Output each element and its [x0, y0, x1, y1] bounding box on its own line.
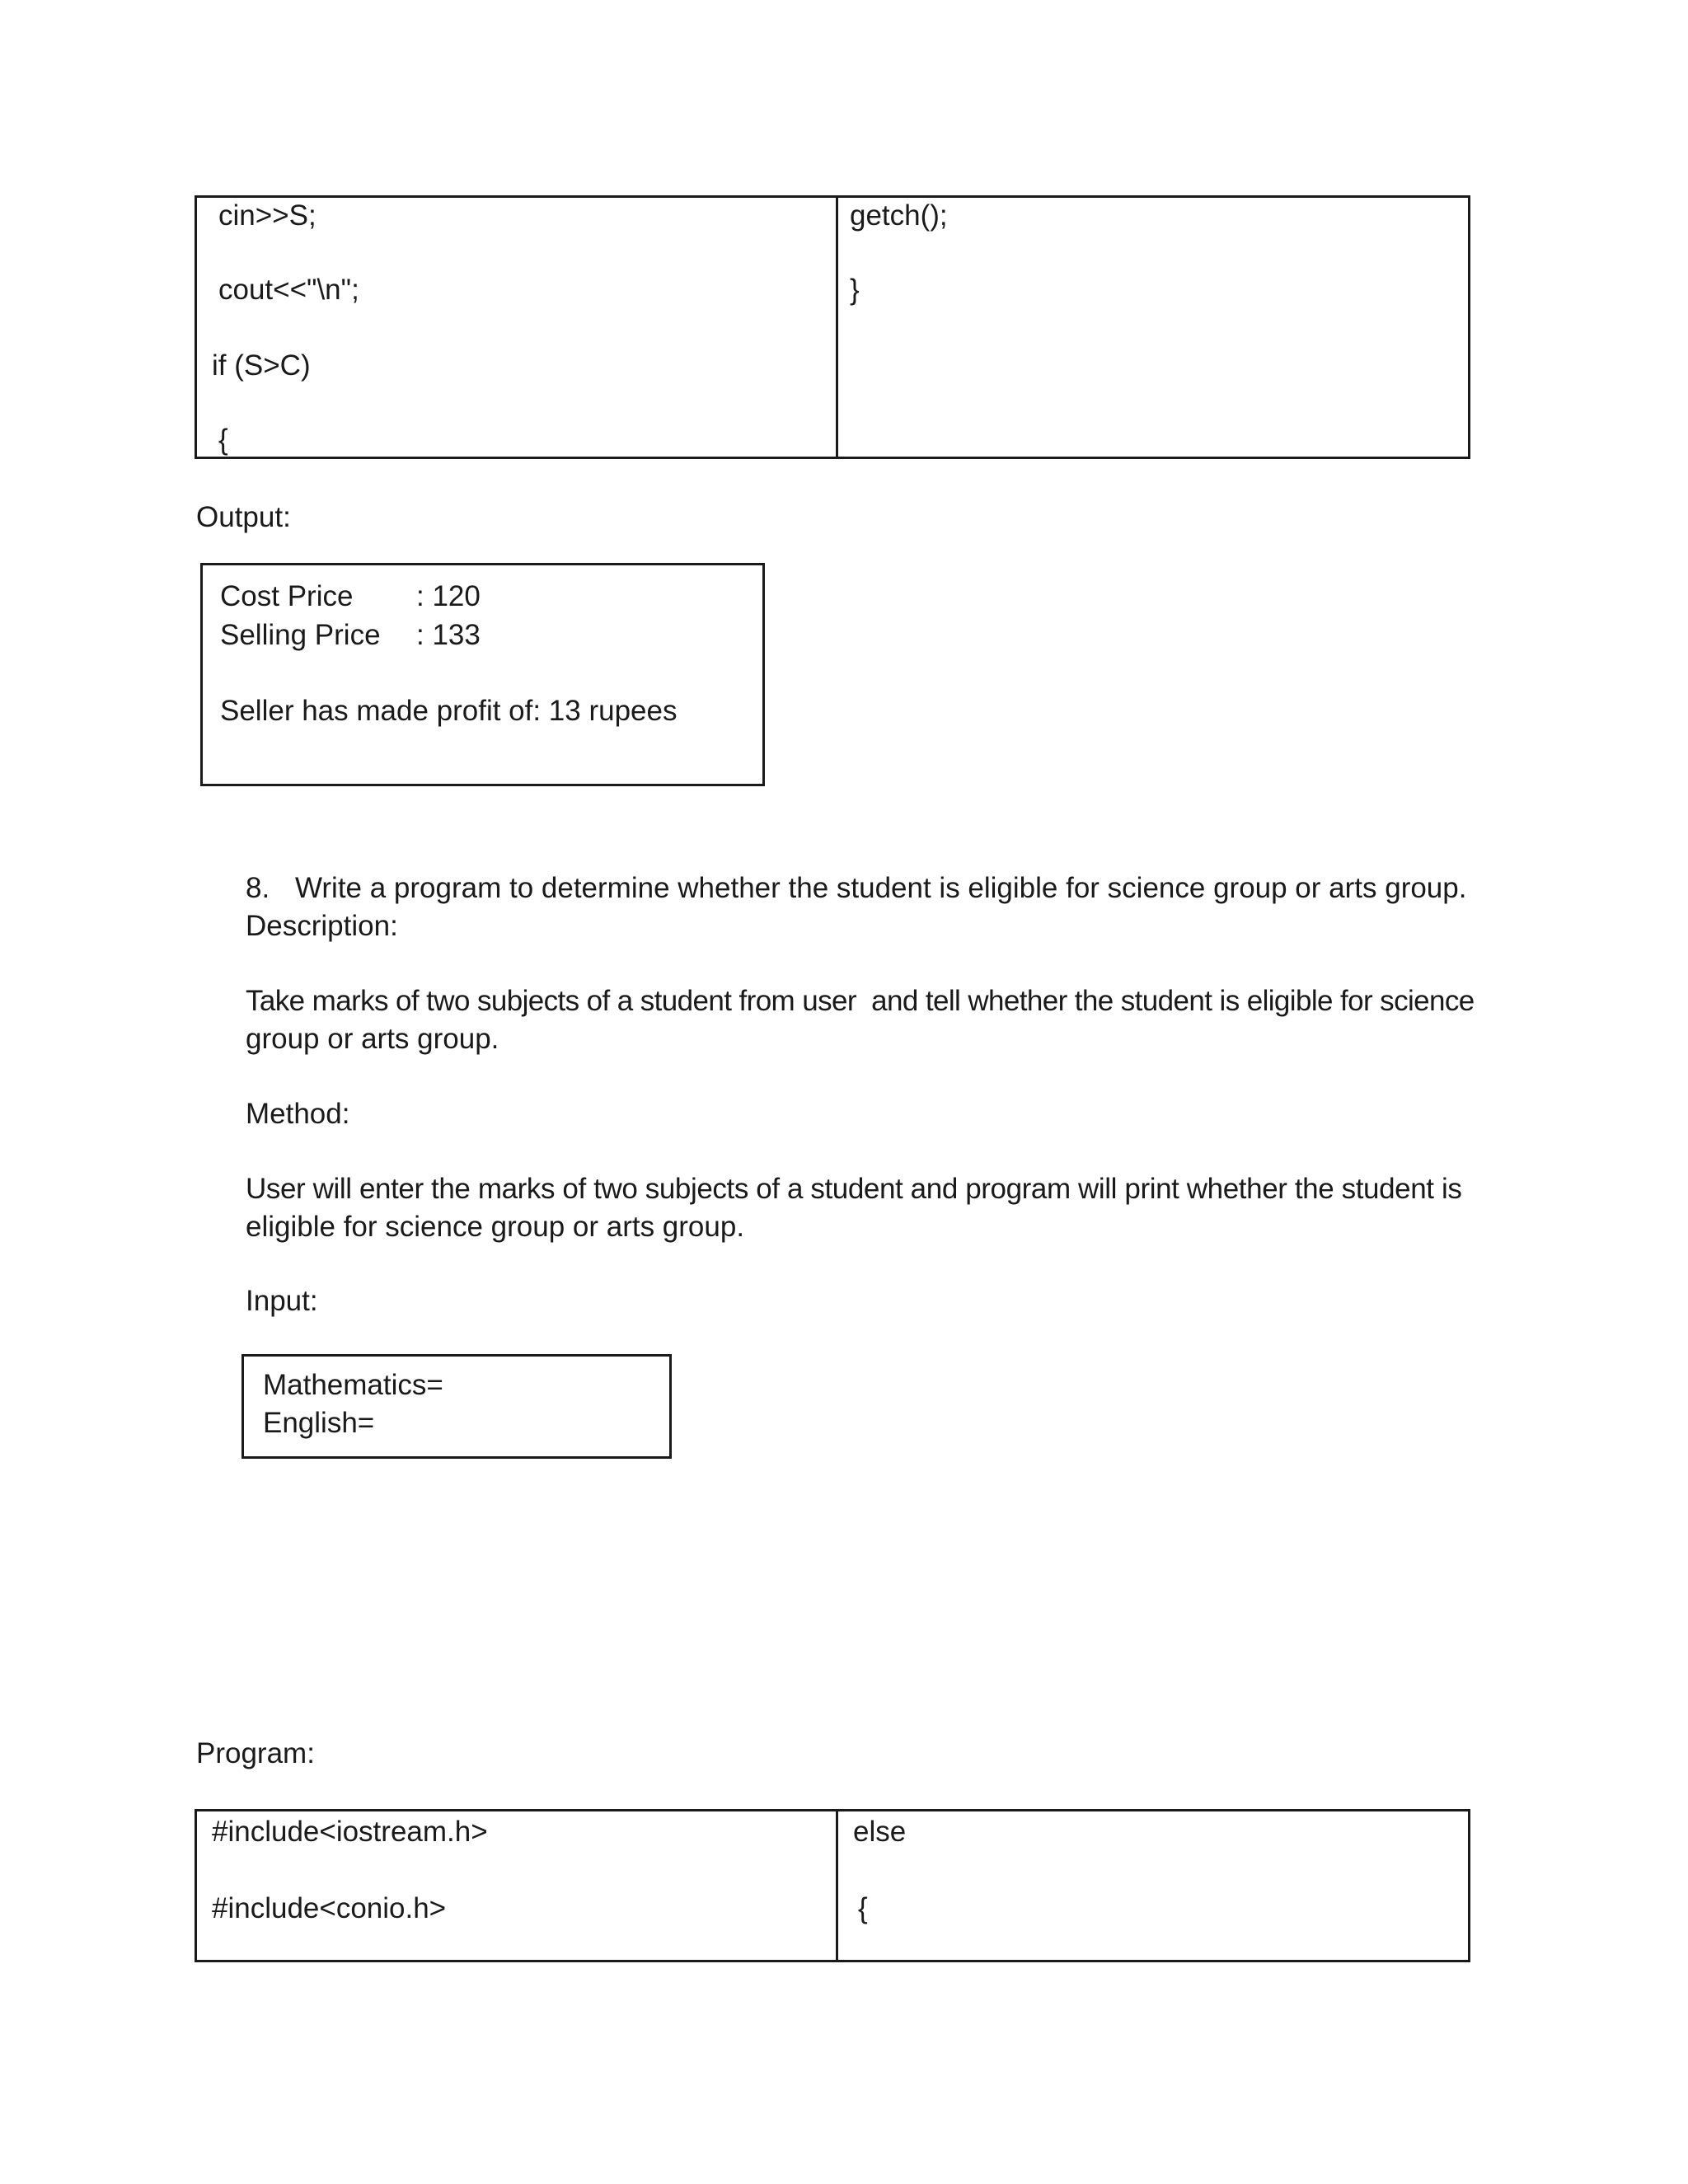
- code-line: {: [858, 1892, 868, 1924]
- code-line: #include<conio.h>: [212, 1892, 447, 1924]
- description-text: group or arts group.: [246, 1023, 499, 1055]
- output-message: Seller has made profit of: 13 rupees: [220, 695, 678, 727]
- output-label: Output:: [196, 501, 291, 533]
- code-line: cin>>S;: [218, 199, 316, 232]
- code-line: getch();: [850, 199, 948, 232]
- code-table-divider: [836, 198, 838, 457]
- code-line: }: [850, 274, 860, 306]
- code-line: #include<iostream.h>: [212, 1816, 488, 1848]
- method-label: Method:: [246, 1098, 350, 1130]
- code-line: cout<<"\n";: [218, 274, 359, 306]
- input-line: Mathematics=: [263, 1369, 443, 1401]
- code-line: else: [853, 1816, 907, 1848]
- input-label: Input:: [246, 1285, 318, 1317]
- description-label: Description:: [246, 910, 398, 942]
- output-row-value: : 120: [416, 580, 481, 612]
- output-row-value: : 133: [416, 619, 481, 651]
- code-line: if (S>C): [212, 349, 311, 382]
- output-row-label: Cost Price: [220, 580, 354, 612]
- question-title: Write a program to determine whether the student is eligible for science group or arts group.: [295, 872, 1467, 904]
- method-text: eligible for science group or arts group.: [246, 1211, 745, 1243]
- output-row-label: Selling Price: [220, 619, 381, 651]
- program-label: Program:: [196, 1737, 315, 1769]
- description-text: Take marks of two subjects of a student from user and tell whether the student is eligible for science: [246, 985, 1475, 1017]
- code-table-top: [195, 195, 1470, 459]
- method-text: User will enter the marks of two subjects of a student and program will print whether the student is: [246, 1173, 1462, 1205]
- code-table-divider: [836, 1811, 838, 1960]
- question-number: 8.: [246, 872, 270, 904]
- code-line: {: [218, 424, 228, 456]
- input-line: English=: [263, 1407, 375, 1439]
